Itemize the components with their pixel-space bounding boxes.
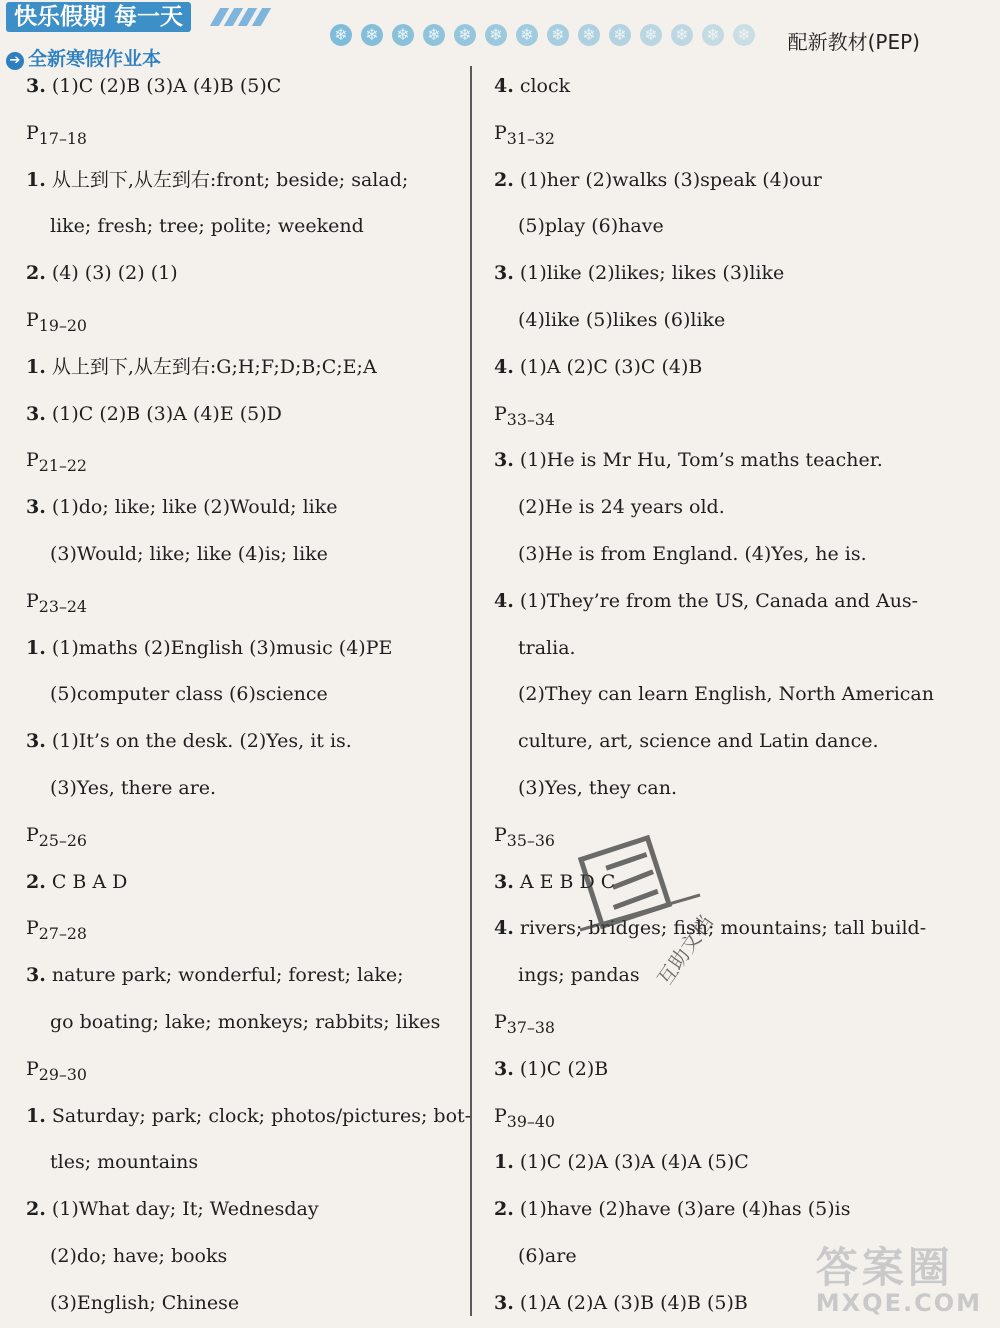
page-range: 21–22: [38, 456, 87, 476]
decorative-stripes: [215, 8, 285, 28]
page-range: 29–30: [38, 1064, 87, 1084]
page-prefix: P: [26, 917, 39, 940]
answer-line: [26, 719, 456, 766]
answer-line: [26, 392, 456, 439]
answer-text: (1)C (2)B (3)A (4)B (5)C: [51, 75, 282, 97]
answer-text: (1)A (2)C (3)C (4)B: [519, 355, 703, 378]
page-range: 27–28: [38, 924, 87, 944]
question-number: 2.: [26, 262, 46, 285]
answer-continuation: [26, 204, 456, 251]
answer-text: (1)What day; It; Wednesday: [51, 1198, 319, 1221]
question-number: 3.: [494, 262, 514, 285]
page-prefix: P: [494, 1104, 507, 1127]
answer-text: (1)have (2)have (3)are (4)has (5)is: [519, 1198, 851, 1221]
question-number: 3.: [494, 1057, 514, 1080]
answer-line: [494, 1187, 934, 1234]
answer-continuation: [26, 532, 456, 579]
answer-text: (2)do; have; books: [50, 1244, 228, 1267]
question-number: 1.: [26, 636, 46, 659]
answer-text: 从上到下,从左到右:front; beside; salad;: [51, 168, 409, 191]
answer-line: [26, 345, 456, 392]
answer-text: (1)maths (2)English (3)music (4)PE: [51, 636, 393, 659]
question-number: 3.: [494, 870, 514, 893]
answer-continuation: [26, 1234, 456, 1281]
question-number: 3.: [26, 730, 46, 753]
answer-line: [26, 158, 456, 205]
question-number: 3.: [26, 75, 46, 97]
answer-continuation: [26, 1140, 456, 1187]
answer-text: (4)like (5)likes (6)like: [518, 308, 726, 331]
page-range-label: [494, 111, 934, 158]
answer-text: (5)play (6)have: [518, 215, 664, 238]
question-number: 1.: [494, 1151, 514, 1174]
answer-text: (1)C (2)A (3)A (4)A (5)C: [519, 1151, 749, 1174]
page-range-label: [494, 1094, 934, 1141]
question-number: 1.: [26, 168, 46, 191]
answer-text: (6)are: [518, 1244, 577, 1267]
right-column: [494, 64, 934, 1328]
question-number: 3.: [26, 496, 46, 519]
answer-line: [494, 64, 934, 111]
page-header: [0, 0, 1000, 70]
answer-text: (3)Yes, they can.: [518, 776, 678, 799]
answer-text: 从上到下,从左到右:G;H;F;D;B;C;E;A: [51, 355, 377, 378]
page-prefix: P: [494, 823, 507, 846]
page-range: 33–34: [506, 409, 555, 429]
answer-continuation: [494, 298, 934, 345]
question-number: 1.: [26, 355, 46, 378]
page-range: 25–26: [38, 830, 87, 850]
snowflake-icon: ❄: [423, 24, 445, 46]
question-number: 2.: [26, 870, 46, 893]
snowflake-icon: ❄: [392, 24, 414, 46]
page-range-label: [26, 111, 456, 158]
answer-text: go boating; lake; monkeys; rabbits; likes: [50, 1010, 441, 1033]
answer-line: [26, 64, 456, 111]
answer-line: [494, 1047, 934, 1094]
answer-text: (3)Yes, there are.: [50, 776, 217, 799]
snowflake-icon: ❄: [609, 24, 631, 46]
answer-continuation: [494, 672, 934, 719]
answer-continuation: [26, 1281, 456, 1328]
watermark-bottom: MXQE.COM: [815, 1289, 982, 1317]
edition-label: 配新教材(PEP): [787, 30, 920, 54]
page-prefix: P: [494, 402, 507, 425]
answer-text: (5)computer class (6)science: [50, 683, 328, 706]
answer-continuation: [494, 626, 934, 673]
question-number: 3.: [26, 964, 46, 987]
page-range-label: [494, 392, 934, 439]
snowflake-icon: ❄: [733, 24, 755, 46]
answer-text: (1)do; like; like (2)Would; like: [51, 496, 338, 519]
answer-text: (4) (3) (2) (1): [51, 262, 178, 285]
answer-line: [26, 860, 456, 907]
page-range-label: [26, 813, 456, 860]
snowflake-icon: ❄: [547, 24, 569, 46]
page-prefix: P: [26, 449, 39, 472]
answer-text: (1)C (2)B: [519, 1057, 609, 1080]
snowflake-icon: ❄: [671, 24, 693, 46]
answer-text: Saturday; park; clock; photos/pictures; bot-: [51, 1104, 472, 1127]
question-number: 3.: [494, 449, 514, 472]
answer-line: [494, 1140, 934, 1187]
page-range: 17–18: [38, 128, 87, 148]
answer-line: [494, 345, 934, 392]
answer-continuation: [494, 719, 934, 766]
left-column: [26, 64, 472, 1328]
question-number: 4.: [494, 355, 514, 378]
answer-text: (1)It’s on the desk. (2)Yes, it is.: [51, 730, 352, 753]
answer-text: ings; pandas: [518, 964, 640, 987]
stamp: [560, 835, 720, 985]
page-range: 31–32: [506, 128, 555, 148]
watermark-top: 答案圈: [815, 1243, 954, 1292]
page-range-label: [26, 579, 456, 626]
snowflake-icon: ❄: [702, 24, 724, 46]
answer-line: [494, 579, 934, 626]
answer-line: [26, 1187, 456, 1234]
page-prefix: P: [494, 121, 507, 144]
question-number: 4.: [494, 75, 514, 97]
snowflake-icon: ❄: [454, 24, 476, 46]
question-number: 1.: [26, 1104, 46, 1127]
answer-text: (1)like (2)likes; likes (3)like: [519, 262, 785, 285]
question-number: 3.: [26, 402, 46, 425]
page-range: 35–36: [506, 830, 555, 850]
answer-text: nature park; wonderful; forest; lake;: [51, 964, 404, 987]
answer-text: culture, art, science and Latin dance.: [518, 730, 879, 753]
answer-continuation: [26, 672, 456, 719]
answer-text: clock: [519, 75, 571, 97]
snowflake-row: [330, 24, 760, 54]
page-prefix: P: [26, 121, 39, 144]
answer-text: C B A D: [51, 870, 128, 893]
answer-line: [26, 626, 456, 673]
answer-continuation: [494, 204, 934, 251]
page-range-label: [494, 1000, 934, 1047]
answer-line: [494, 251, 934, 298]
answer-text: tles; mountains: [50, 1151, 199, 1174]
arrow-icon: ➔: [6, 52, 24, 70]
question-number: 4.: [494, 917, 514, 940]
answer-text: (3)Would; like; like (4)is; like: [50, 542, 328, 565]
answer-line: [26, 251, 456, 298]
answer-line: [26, 953, 456, 1000]
answer-continuation: [26, 1000, 456, 1047]
watermark: [815, 1243, 982, 1317]
answer-line: [26, 485, 456, 532]
page-range-label: [26, 298, 456, 345]
question-number: 4.: [494, 589, 514, 612]
answer-text: (3)English; Chinese: [50, 1291, 240, 1314]
answer-text: A E B D C: [519, 870, 616, 893]
page-prefix: P: [494, 1010, 507, 1033]
answer-text: (1)her (2)walks (3)speak (4)our: [519, 168, 822, 191]
subtitle-text: 全新寒假作业本: [28, 48, 162, 70]
answer-line: [494, 158, 934, 205]
svg-text:互助文档: 互助文档: [652, 910, 718, 985]
column-divider: [470, 66, 472, 1316]
page-range-label: [26, 438, 456, 485]
page-prefix: P: [26, 308, 39, 331]
question-number: 2.: [494, 168, 514, 191]
answer-continuation: [26, 766, 456, 813]
page-prefix: P: [26, 589, 39, 612]
answer-continuation: [494, 766, 934, 813]
page-range: 39–40: [506, 1111, 555, 1131]
answer-line: [494, 438, 934, 485]
brand-title: 快乐假期 每一天: [6, 2, 191, 32]
answer-text: (1)A (2)A (3)B (4)B (5)B: [519, 1291, 748, 1314]
page-range-label: [26, 1047, 456, 1094]
page-prefix: P: [26, 823, 39, 846]
answer-text: (2)They can learn English, North American: [518, 683, 934, 706]
snowflake-icon: ❄: [485, 24, 507, 46]
page-range: 23–24: [38, 596, 87, 616]
snowflake-icon: ❄: [361, 24, 383, 46]
snowflake-icon: ❄: [640, 24, 662, 46]
answer-text: rivers; bridges; fish; mountains; tall build-: [519, 917, 927, 940]
answer-text: (1)He is Mr Hu, Tom’s maths teacher.: [519, 449, 883, 472]
snowflake-icon: ❄: [578, 24, 600, 46]
answer-text: like; fresh; tree; polite; weekend: [50, 215, 364, 238]
page-range: 37–38: [506, 1017, 555, 1037]
answer-text: (1)C (2)B (3)A (4)E (5)D: [51, 402, 282, 425]
answer-text: (3)He is from England. (4)Yes, he is.: [518, 542, 867, 565]
answer-line: [26, 1094, 472, 1141]
page-range: 19–20: [38, 315, 87, 335]
page-range-label: [26, 906, 456, 953]
answer-text: (2)He is 24 years old.: [518, 496, 725, 519]
question-number: 2.: [26, 1198, 46, 1221]
answer-continuation: [494, 485, 934, 532]
answer-text: (1)They’re from the US, Canada and Aus-: [519, 589, 919, 612]
question-number: 2.: [494, 1198, 514, 1221]
snowflake-icon: ❄: [330, 24, 352, 46]
page-prefix: P: [26, 1057, 39, 1080]
answer-text: tralia.: [518, 636, 576, 659]
snowflake-icon: ❄: [516, 24, 538, 46]
question-number: 3.: [494, 1291, 514, 1314]
answer-continuation: [494, 532, 934, 579]
